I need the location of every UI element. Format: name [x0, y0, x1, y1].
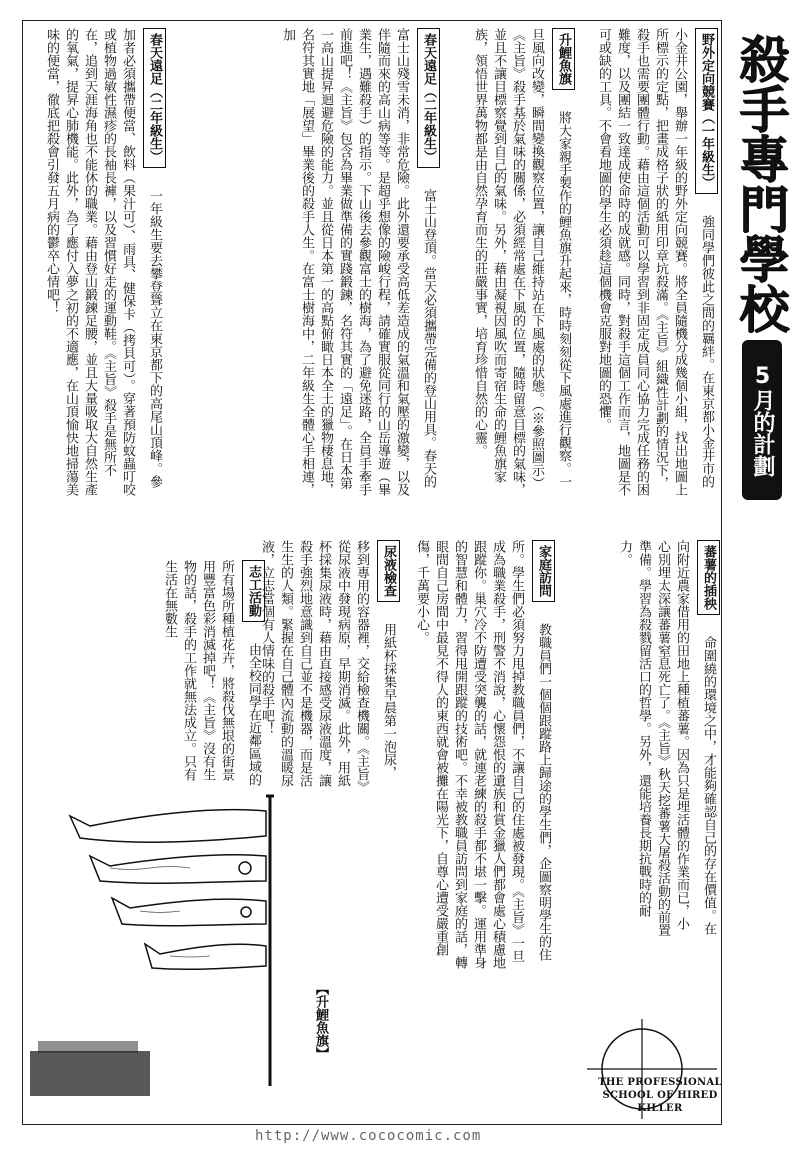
section-heading: 春天遠足（二年級生） — [143, 28, 166, 168]
section-body: 富士山登頂。當天必須攜帶完備的登山用具。春天的富士山殘雪未消，非常危險。此外還要承受高低差造成的氣溫和氣壓的激變，以及伴隨而來的高山病等等。是超乎想像的險峻行程，請確實服從同行的山岳導遊（畢業生，遇難殺手）的指示。下山後去參觀富士的樹海，為了避免迷路，全員手牽手前進吧！《主旨》包含為畢業做準備的實踐鍛鍊，名符其實的「遠足」。在日本第一高山提昇迴避危險的能力。並且從日本第一的高點俯瞰日本全土的獵物棲息地，名符其實地「展望」畢業後的殺手人生。在富士樹海中，二年級生全體心手相連，加 — [280, 28, 436, 496]
section-body: 教職員們一個個跟蹤路上歸途的學生們，企圖察明學生的住所。學生們必須努力甩掉教職員們，不讓自己的住處被發現。《主旨》一旦成為職業殺手，刑警不消說，心懷怨恨的遺族和賞金獵人們都會處心積慮地跟蹤你。巢穴冷不防遭受突襲的話，就連老練的殺手都不堪一擊。運用準身的智慧和體力，習得甩開跟蹤的技術吧。不幸被教職員訪問到家庭的話，轉眼間自己房間中最見不得人的東西就會被攤在陽光下，自尊心遭受嚴重創傷，千萬要小心。 — [414, 540, 551, 969]
logo-text: THE PROFESSIONAL SCHOOL OF HIRED KILLER — [598, 1077, 722, 1114]
illustration-caption: 【升鯉魚旗】 — [313, 982, 328, 1060]
section-urine — [259, 540, 400, 790]
month-plan-badge: 5月的計劃 — [742, 340, 782, 500]
section-heading: 春天遠足（二年級生） — [417, 28, 440, 168]
section-body: 由全校同學在近鄰區域的所有場所種植花卉，將殺伐無垠的街景用豐富色彩消滅掉吧！《主旨》沒有生物的話，殺手的工作就無法成立。只有生活在無數生 — [162, 560, 261, 786]
section-body: 強同學們彼此之間的羈絆。在東京都小金井市的小金井公園，舉辦一年級的野外定向競賽。將全員隨機分成幾個小組，找出地圖上所標示的定點，把畫成格子狀的紙用印章坑殺滿。《主旨》組織性計劃的情況下，殺手也需要團體行動。藉由這個活動可以學習到非固定成員同心協力完成任務的困難度，以及團結一致達成使命時的成就感。同時，對殺手這個工作而言，地圖是不可或缺的工具。不會看地圖的學生必須趁這個機會克服對地圖的恐懼。 — [596, 28, 714, 496]
section-heading: 升鯉魚旗 — [552, 28, 575, 90]
section-koinobori — [445, 28, 575, 498]
section-home-visit — [405, 540, 555, 970]
section-body: 一年級生要去攀登聳立在東京都下的高尾山頂峰。參加者必須攜帶便當、飲料（果汁可）、雨具、健保卡（拷貝可）。穿著預防蚊蟲叮咬或植物過敏性濕疹的長袖長褲，以及習慣好走的運動鞋。《主旨》殺手是無所不在，追到天涯海角也不能休的職業。藉由登山鍛鍊足腰，並且大量吸取大自然生產的氧氣，提昇心肺機能。此外，為了應付入夢之初的不適應，在山頂愉快地掃蕩美味的便當，徹底把殺會引發五月病的鬱卒心情吧！ — [44, 28, 162, 496]
section-spring-2 — [170, 28, 440, 498]
section-heading: 家庭訪問 — [532, 540, 555, 602]
section-body: 命圍繞的環境之中，才能夠確認自己的存在價值。在向附近農家借用的田地上種植蕃薯。因為只是埋活體的作業而已，小心別埋太深讓蕃薯窒息死亡了。《主旨》秋天挖蕃薯大屠殺活動的前置準備。學習為殺戮留活口的哲學。另外，還能培養長期抗戰時的耐力。 — [617, 540, 716, 937]
section-heading: 尿液檢查 — [377, 540, 400, 602]
page-title: 殺手專門學校 — [731, 33, 790, 333]
koinobori-illustration — [30, 786, 310, 1106]
section-volunteer — [150, 560, 265, 790]
section-spring — [28, 28, 166, 498]
section-body: 將大家親手製作的鯉魚旗升起來，時時刻刻從下風處進行觀察。一旦風向改變，瞬間變換觀察位置，讓自己維持站在下風處的狀態。（※參照圖示）《主旨》殺手基於氣味的關係，必須經常處在下風的位置，隨時留意目標的氣味，並且不讓目標察覺到自己的氣味。另外，藉由凝視因風吹而寄宿生命的鯉魚旗家族，領悟世界萬物都是由自然孕育而生的莊嚴事實，培育珍惜自然的心靈。 — [472, 28, 571, 496]
section-heading: 志工活動 — [242, 560, 265, 622]
footer-url: http://www.cococomic.com — [255, 1128, 482, 1144]
section-body: 用紙杯採集早晨第一泡尿，移到專用的容器裡，交給檢查機關。《主旨》從尿液中發現病原，早期消滅。此外，用紙杯採集尿液時，藉由直接感受尿液溫度，讓殺手強烈地意識到自己並不是機器，而是活生生的人類。緊握在自己體內流動的溫暖尿液，立志當個有人情味的殺手吧！ — [259, 540, 396, 787]
section-heading: 野外定向競賽（一年級生） — [695, 28, 718, 194]
section-heading: 蕃薯的插秧 — [697, 540, 720, 615]
section-orienteering — [580, 28, 718, 498]
section-sweet-potato — [560, 540, 720, 940]
